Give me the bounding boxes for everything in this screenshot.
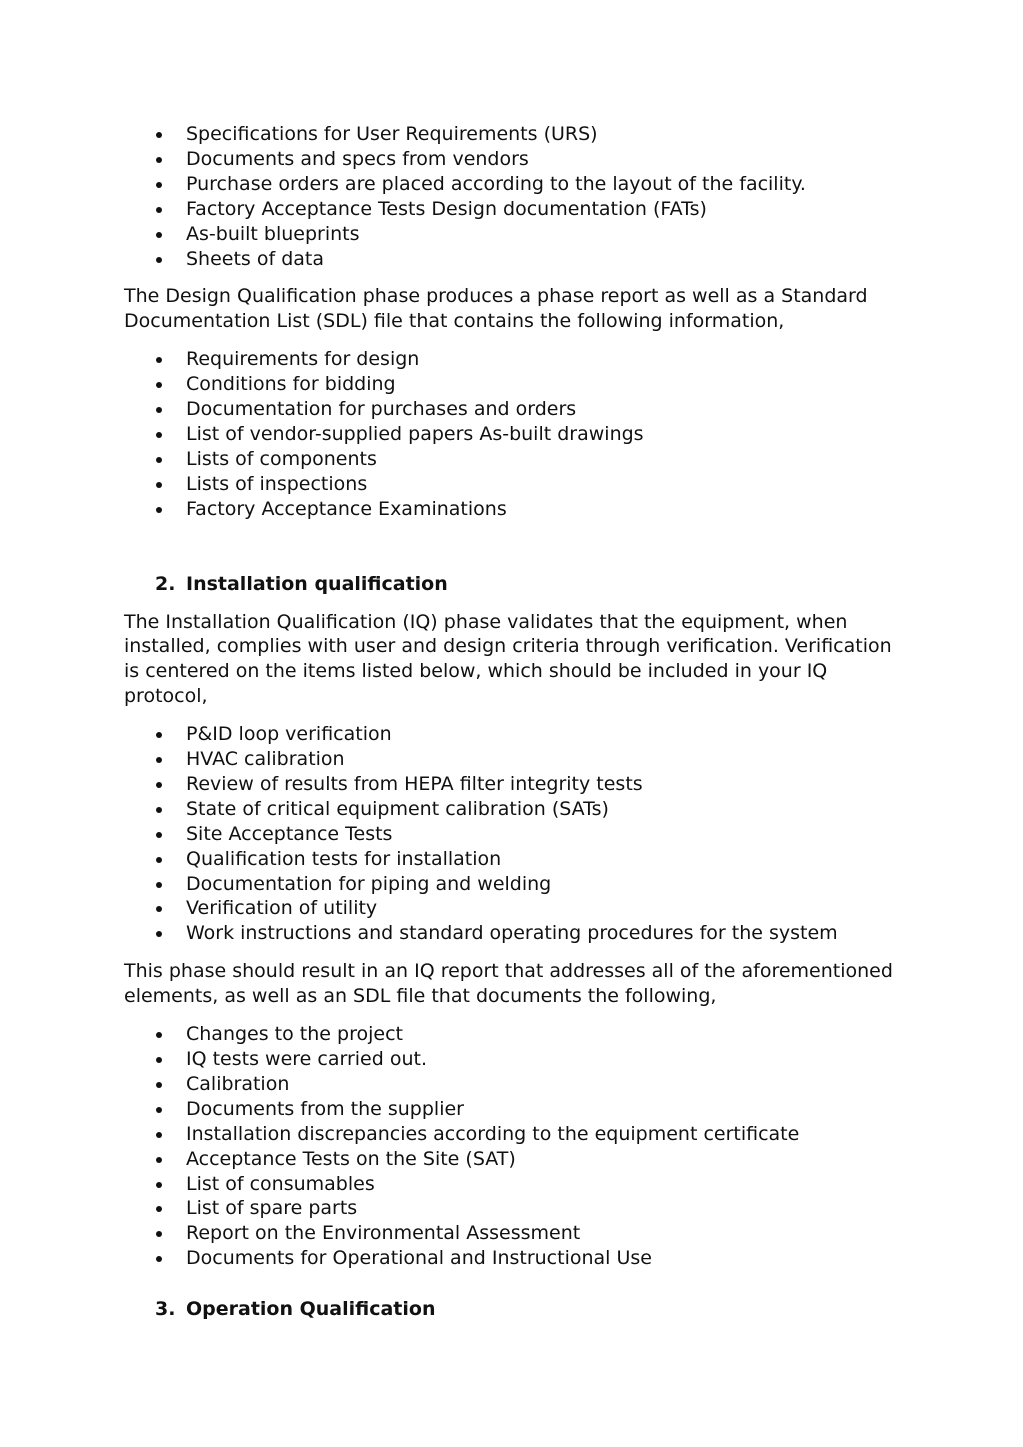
list-item: Documentation for piping and welding [124, 872, 904, 897]
paragraph-iq-report: This phase should result in an IQ report that addresses all of the aforementioned elements, as well as an SDL file that documents the following, [124, 960, 893, 1008]
list-item: Factory Acceptance Examinations [124, 497, 904, 522]
bullet-icon [156, 357, 162, 363]
list-item: Changes to the project [124, 1022, 904, 1047]
bullet-icon [156, 906, 162, 912]
bullet-icon [156, 1256, 162, 1262]
list-item: Conditions for bidding [124, 372, 904, 397]
list-item: Lists of components [124, 447, 904, 472]
bullet-icon [156, 507, 162, 513]
bullet-icon [156, 1057, 162, 1063]
bullet-icon [156, 182, 162, 188]
list-item: Specifications for User Requirements (URS) [124, 122, 904, 147]
bullet-icon [156, 732, 162, 738]
list-item: As-built blueprints [124, 222, 904, 247]
bullet-icon [156, 1107, 162, 1113]
bullet-list-sdl-contents [124, 347, 904, 521]
bullet-icon [156, 232, 162, 238]
bullet-list-iq-sdl [124, 1022, 904, 1271]
bullet-icon [156, 1082, 162, 1088]
list-item: Factory Acceptance Tests Design documentation (FATs) [124, 197, 904, 222]
bullet-icon [156, 931, 162, 937]
document-page [124, 122, 904, 1322]
list-item: Qualification tests for installation [124, 847, 904, 872]
bullet-icon [156, 1206, 162, 1212]
bullet-icon [156, 382, 162, 388]
bullet-icon [156, 782, 162, 788]
list-item: Report on the Environmental Assessment [124, 1221, 904, 1246]
list-item: Installation discrepancies according to the equipment certificate [124, 1122, 904, 1147]
list-item: Work instructions and standard operating procedures for the system [124, 921, 904, 946]
bullet-icon [156, 132, 162, 138]
list-item: Documents for Operational and Instructional Use [124, 1246, 904, 1271]
section-heading-installation-qualification [124, 572, 904, 597]
list-item: Review of results from HEPA filter integrity tests [124, 772, 904, 797]
list-item: Acceptance Tests on the Site (SAT) [124, 1147, 904, 1172]
bullet-icon [156, 1182, 162, 1188]
section-heading-operation-qualification [124, 1297, 904, 1322]
bullet-icon [156, 807, 162, 813]
bullet-icon [156, 757, 162, 763]
bullet-list-iq-protocol [124, 722, 904, 946]
section-title: Operation Qualification [186, 1298, 436, 1321]
section-title: Installation qualification [186, 572, 448, 595]
list-item: P&ID loop verification [124, 722, 904, 747]
paragraph-installation-qualification: The Installation Qualification (IQ) phase validates that the equipment, when installed, complies with user and design criteria through verification. Verification is centered on the items listed below, which should be included in your IQ protocol, [124, 610, 892, 708]
list-item: List of consumables [124, 1172, 904, 1197]
bullet-icon [156, 207, 162, 213]
bullet-list-design-inputs [124, 122, 904, 271]
bullet-icon [156, 457, 162, 463]
bullet-icon [156, 407, 162, 413]
bullet-icon [156, 1132, 162, 1138]
list-item: Documents and specs from vendors [124, 147, 904, 172]
list-item: HVAC calibration [124, 747, 904, 772]
list-item: Documentation for purchases and orders [124, 397, 904, 422]
bullet-icon [156, 1231, 162, 1237]
list-item: Calibration [124, 1072, 904, 1097]
list-item: State of critical equipment calibration (SATs) [124, 797, 904, 822]
list-item: Verification of utility [124, 896, 904, 921]
bullet-icon [156, 257, 162, 263]
bullet-icon [156, 857, 162, 863]
list-item: Documents from the supplier [124, 1097, 904, 1122]
list-item: List of vendor-supplied papers As-built drawings [124, 422, 904, 447]
list-item: Site Acceptance Tests [124, 822, 904, 847]
bullet-icon [156, 832, 162, 838]
bullet-icon [156, 882, 162, 888]
bullet-icon [156, 482, 162, 488]
list-item: List of spare parts [124, 1196, 904, 1221]
list-item: Purchase orders are placed according to the layout of the facility. [124, 172, 904, 197]
bullet-icon [156, 432, 162, 438]
paragraph-design-qualification: The Design Qualification phase produces a phase report as well as a Standard Documentation List (SDL) file that contains the following information, [124, 285, 868, 333]
list-item: Lists of inspections [124, 472, 904, 497]
bullet-icon [156, 157, 162, 163]
list-item: Requirements for design [124, 347, 904, 372]
list-item: Sheets of data [124, 247, 904, 272]
bullet-icon [156, 1032, 162, 1038]
section-number: 3. [155, 1298, 176, 1321]
bullet-icon [156, 1157, 162, 1163]
section-number: 2. [155, 572, 176, 595]
list-item: IQ tests were carried out. [124, 1047, 904, 1072]
